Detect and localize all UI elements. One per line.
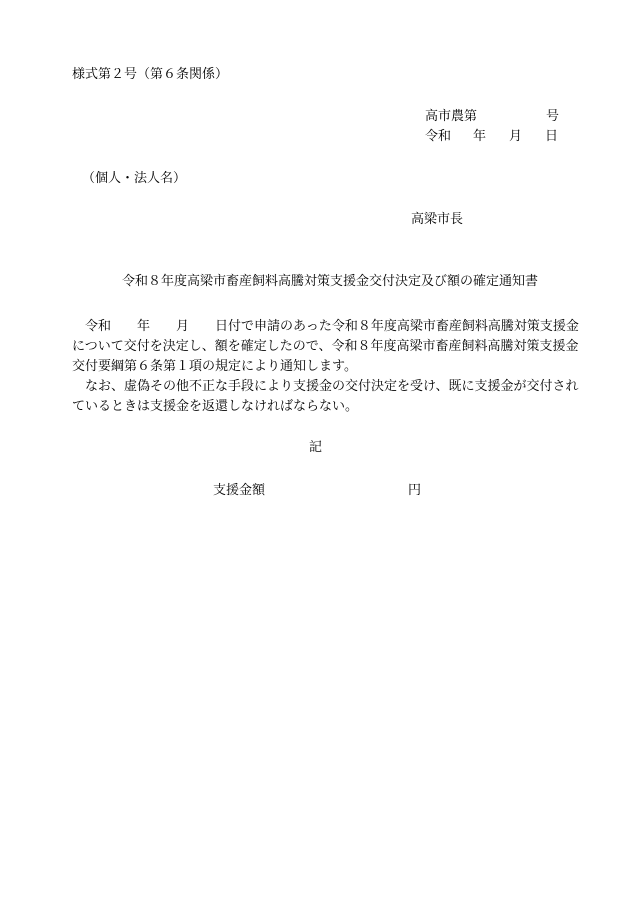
body-line: ているときは支援金を返還しなければならない。 — [72, 399, 359, 414]
body-line: なお、虚偽その他不正な手段により支援金の交付決定を受け、既に支援金が交付され — [72, 379, 579, 394]
body-line: について交付を決定し、額を確定したので、令和８年度高梁市畜産飼料高騰対策支援金 — [72, 339, 579, 354]
recipient-name: （個人・法人名） — [82, 171, 187, 186]
document-number-suffix: 号 — [546, 109, 560, 124]
date-day: 日 — [545, 129, 559, 144]
date-month: 月 — [509, 129, 523, 144]
amount-label: 支援金額 — [213, 483, 266, 498]
date-year: 年 — [473, 129, 487, 144]
amount-unit: 円 — [408, 483, 422, 498]
date-era: 令和 — [425, 129, 452, 144]
document-number-prefix: 高市農第 — [425, 109, 478, 124]
notice-body — [72, 317, 579, 417]
record-mark: 記 — [309, 440, 323, 455]
issuer-name: 高梁市長 — [411, 212, 464, 227]
body-line: 交付要綱第６条第１項の規定により通知します。 — [72, 359, 357, 374]
form-label: 様式第２号（第６条関係） — [72, 67, 229, 82]
document-title: 令和８年度高梁市畜産飼料高騰対策支援金交付決定及び額の確定通知書 — [122, 274, 539, 289]
body-line: 令和 年 月 日付で申請のあった令和８年度高梁市畜産飼料高騰対策支援金 — [72, 319, 579, 334]
